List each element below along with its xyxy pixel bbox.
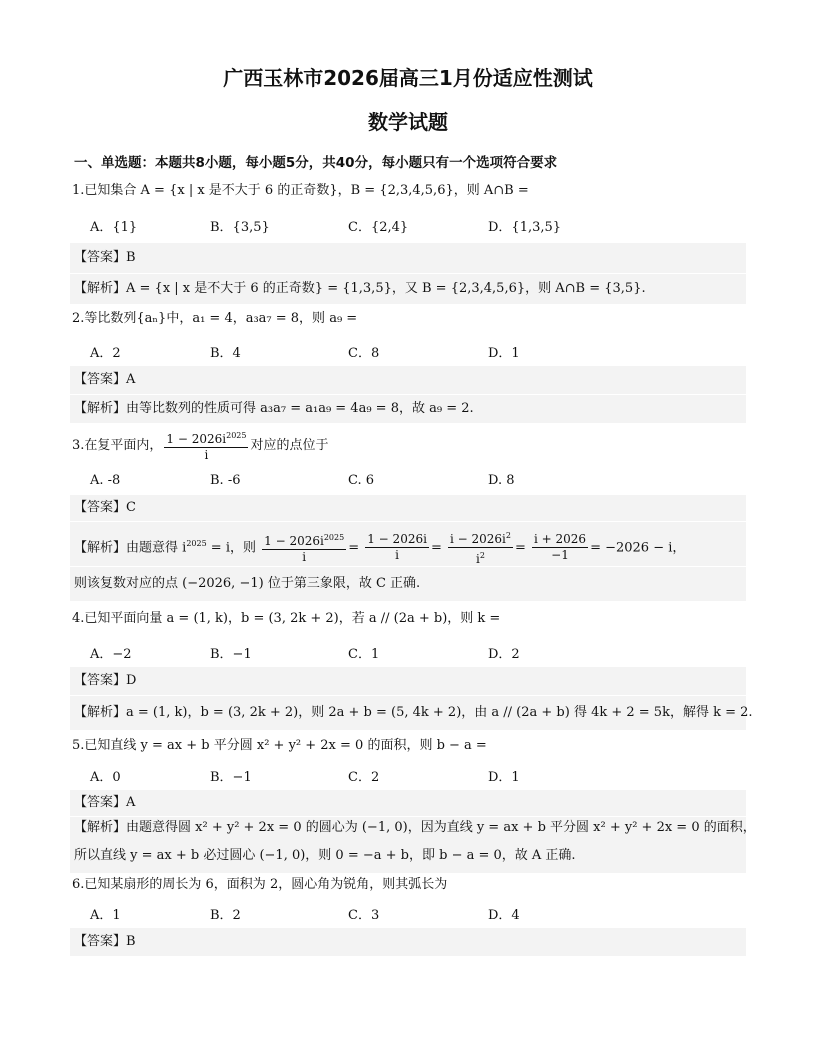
answer-label: 【答案】 [74, 250, 127, 265]
analysis-band-3: 【解析】由题意得 $i^{2025} = i$，则 $\frac{1 - 2026i^{2025}}{i}$ = $\frac{1 - 2026i}{i}$ = $\frac{i - 2026i^2}{i^2}$ = $\frac{i + 2026}{-1}$ = −2026 − i， [70, 522, 746, 566]
analysis-label: 【解析】 [74, 540, 127, 556]
option-a: A．1 [90, 908, 121, 923]
question-6-stem: 6.已知某扇形的周长为 6，面积为 2，圆心角为锐角，则其弧长为 [72, 877, 448, 892]
analysis-text: A = {x | x 是不大于 6 的正奇数} = {1,3,5}，又 B = {2,3,4,5,6}，则 A∩B = {3,5}. [126, 281, 646, 296]
fraction: $\frac{i + 2026}{-1}$ [534, 532, 587, 563]
answer-label: 【答案】 [74, 372, 127, 387]
option-a: A．{1} [90, 220, 138, 235]
option-a: A．−2 [90, 647, 132, 662]
option-c: C．3 [348, 908, 380, 923]
option-b: B．2 [210, 908, 241, 923]
option-c: C．8 [348, 346, 380, 361]
option-b: B．−1 [210, 647, 252, 662]
question-4-stem: 4.已知平面向量 a = (1, k)，b = (3, 2k + 2)，若 a // (2a + b)，则 k = [72, 611, 501, 626]
option-b: B．−1 [210, 770, 252, 785]
answer-value: B [126, 250, 136, 265]
answer-band-2 [70, 366, 746, 394]
option-d: D．{1,3,5} [488, 220, 562, 235]
option-c: C．2 [348, 770, 380, 785]
option-a: A．2 [90, 346, 121, 361]
answer-label: 【答案】 [74, 795, 127, 810]
analysis-text: 由题意得圆 x² + y² + 2x = 0 的圆心为 (−1, 0)，因为直线 y = ax + b 平分圆 x² + y² + 2x = 0 的面积， [126, 820, 756, 835]
analysis-band-4 [70, 696, 753, 730]
option-b: B. -6 [210, 473, 241, 488]
analysis-band-5 [70, 817, 756, 873]
analysis-text: 由等比数列的性质可得 a₃a₇ = a₁a₉ = 4a₉ = 8，故 a₉ = 2. [126, 401, 474, 416]
answer-value: D [126, 673, 137, 688]
analysis-text: a = (1, k)，b = (3, 2k + 2)，则 2a + b = (5, 4k + 2)，由 a // (2a + b) 得 4k + 2 = 5k，解得 k = 2. [126, 705, 753, 720]
answer-value: C [126, 500, 136, 515]
option-c: C. 6 [348, 473, 375, 488]
option-b: B．{3,5} [210, 220, 270, 235]
fraction: $\frac{i - 2026i^2}{i^2}$ [448, 528, 513, 567]
answer-band-6 [70, 928, 746, 956]
answer-label: 【答案】 [74, 673, 127, 688]
answer-value: B [126, 934, 136, 949]
answer-value: A [126, 795, 136, 810]
analysis-band-2 [70, 395, 746, 423]
answer-band-3 [70, 495, 746, 521]
answer-band-4 [70, 667, 746, 695]
exam-subtitle: 数学试题 [368, 110, 448, 134]
option-a: A．0 [90, 770, 121, 785]
question-5-stem: 5.已知直线 y = ax + b 平分圆 x² + y² + 2x = 0 的面积，则 b − a = [72, 738, 487, 753]
analysis-text: 所以直线 y = ax + b 必过圆心 (−1, 0)，则 0 = −a + b，即 b − a = 0，故 A 正确. [74, 848, 576, 863]
fraction: $\frac{1 - 2026i^{2025}}{i}$ [164, 428, 248, 463]
analysis-label: 【解析】 [74, 705, 127, 720]
analysis-label: 【解析】 [74, 281, 127, 296]
answer-band-1 [70, 243, 746, 273]
option-c: C．1 [348, 647, 380, 662]
question-2-stem: 2.等比数列{aₙ}中，a₁ = 4，a₃a₇ = 8，则 a₉ = [72, 311, 358, 326]
option-d: D．1 [488, 770, 520, 785]
fraction: $\frac{1 - 2026i}{i}$ [367, 532, 427, 563]
answer-label: 【答案】 [74, 934, 127, 949]
question-3-stem: 3.在复平面内， $\frac{1 - 2026i^{2025}}{i}$ 对应的点位于 [72, 428, 328, 464]
section-heading: 一、单选题：本题共8小题，每小题5分，共40分，每小题只有一个选项符合要求 [74, 155, 558, 171]
analysis-band-1 [70, 274, 746, 304]
option-a: A. -8 [90, 473, 121, 488]
analysis-band-3b [70, 567, 746, 601]
question-1-stem: 1.已知集合 A = {x | x 是不大于 6 的正奇数}，B = {2,3,4,5,6}，则 A∩B = [72, 183, 529, 198]
option-d: D．4 [488, 908, 520, 923]
answer-band-5 [70, 790, 746, 816]
analysis-label: 【解析】 [74, 401, 127, 416]
option-d: D．2 [488, 647, 520, 662]
analysis-text: 则该复数对应的点 (−2026, −1) 位于第三象限，故 C 正确. [74, 576, 421, 591]
fraction: $\frac{1 - 2026i^{2025}}{i}$ [262, 530, 346, 565]
answer-label: 【答案】 [74, 500, 127, 515]
option-b: B．4 [210, 346, 241, 361]
option-c: C．{2,4} [348, 220, 409, 235]
option-d: D. 8 [488, 473, 515, 488]
exam-title: 广西玉林市2026届高三1月份适应性测试 [223, 66, 593, 90]
answer-value: A [126, 372, 136, 387]
analysis-label: 【解析】 [74, 820, 127, 835]
option-d: D．1 [488, 346, 520, 361]
